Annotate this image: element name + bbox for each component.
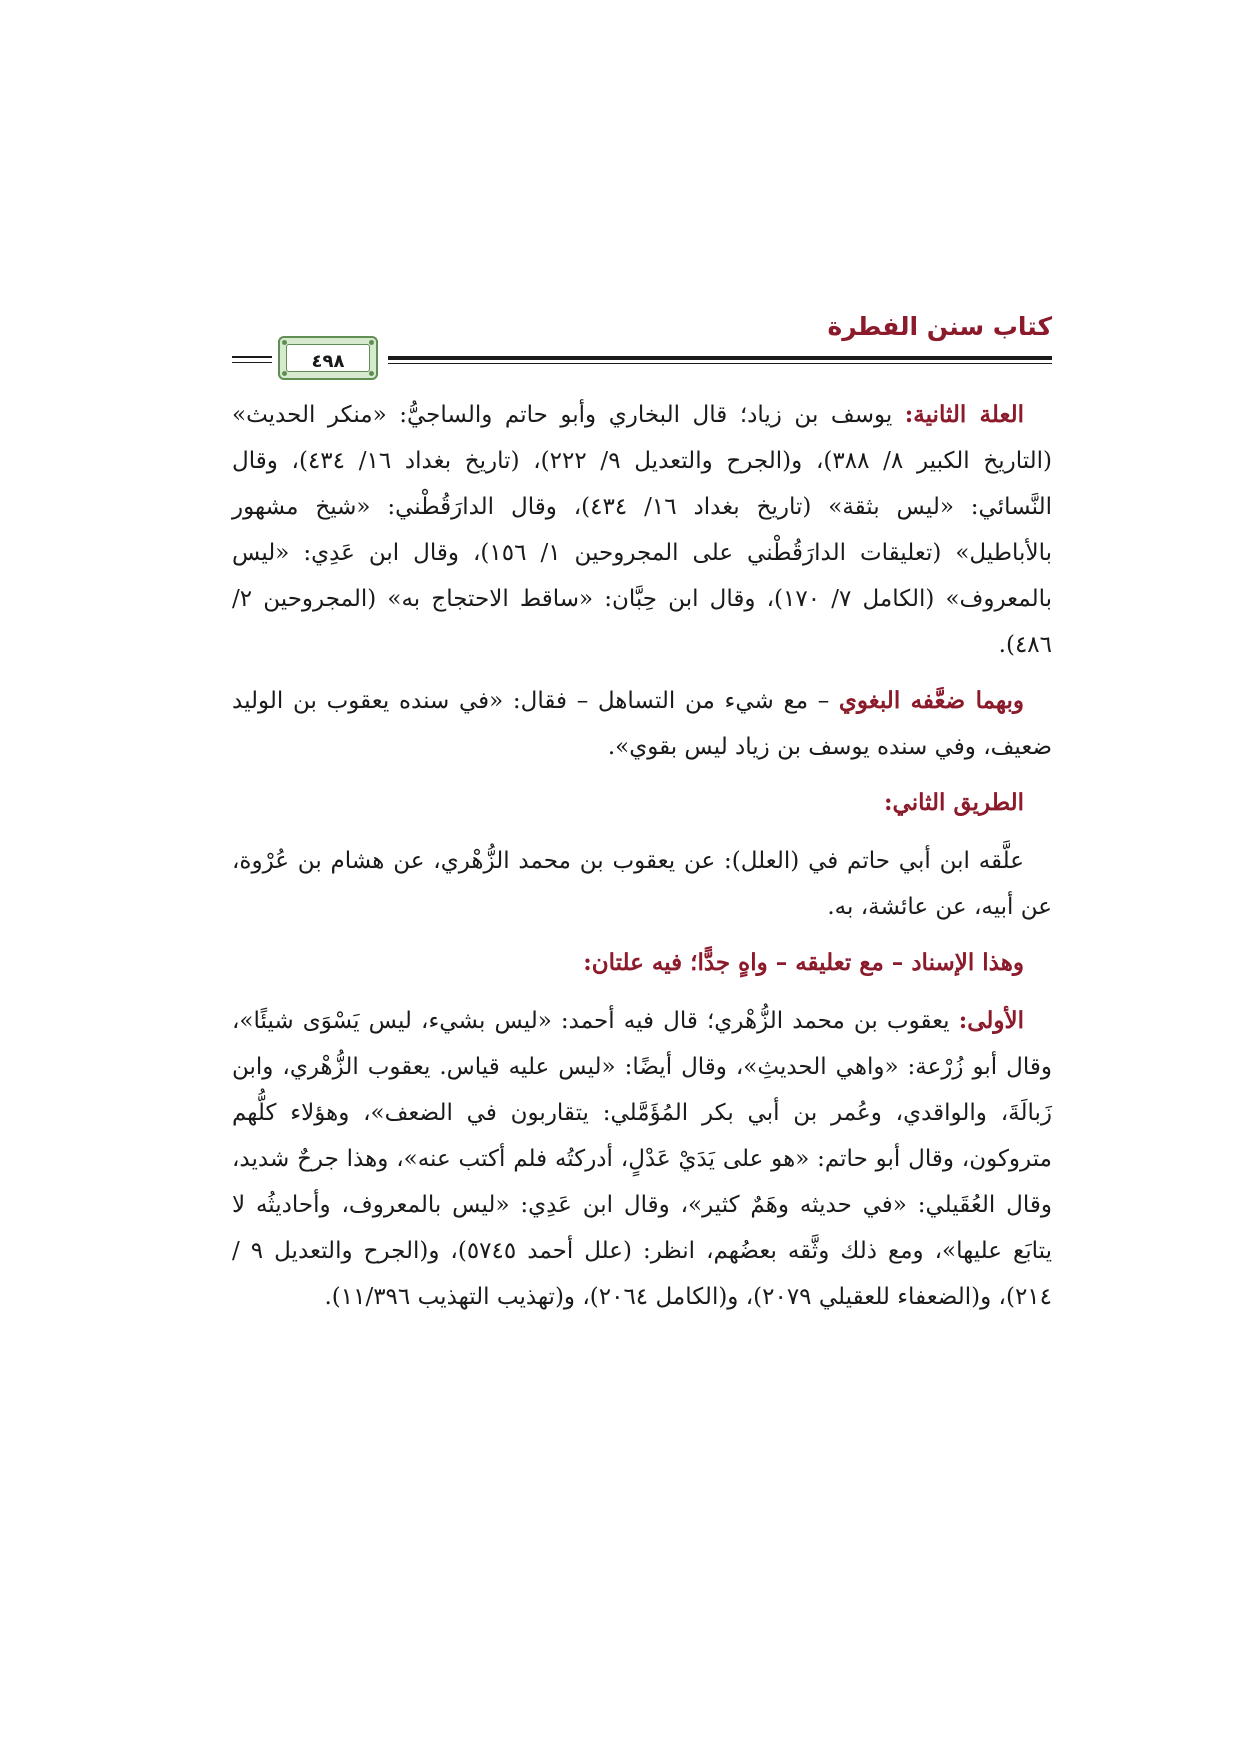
paragraph-first-defect <box>232 998 1052 1320</box>
paragraph-lead: العلة الثانية: <box>904 401 1024 428</box>
main-text <box>232 392 1052 1330</box>
paragraph-lead: وبهما ضعَّفه البغوي <box>838 687 1024 714</box>
paragraph-lead: الأولى: <box>958 1007 1024 1034</box>
paragraph-second-defect <box>232 392 1052 668</box>
page-number-badge <box>278 336 378 380</box>
header-rule-left-thin <box>232 362 272 363</box>
paragraph-text: علَّقه ابن أبي حاتم في (العلل): عن يعقوب بن محمد الزُّهْري، عن هشام بن عُرْوة، عن أبيه، عن عائشة، به. <box>232 848 1052 920</box>
ornament-dot-icon <box>282 340 287 345</box>
page-number: ٤٩٨ <box>311 351 345 372</box>
header-rule-left-thick <box>232 356 272 358</box>
paragraph-text: – مع شيء من التساهل – فقال: «في سنده يعقوب بن الوليد ضعيف، وفي سنده يوسف بن زياد ليس بقوي». <box>232 688 1052 760</box>
section-heading-second-route: الطريق الثاني: <box>884 789 1024 816</box>
paragraph-text: يوسف بن زياد؛ قال البخاري وأبو حاتم والساجيُّ: «منكر الحديث» (التاريخ الكبير ٨/ ٣٨٨)، و(الجرح والتعديل ٩/ ٢٢٢)، (تاريخ بغداد ١٦/ ٤٣٤)، وقال النَّسائي: «ليس بثقة» (تاريخ بغداد ١٦/ ٤٣٤)، وقال الدارَقُطْني: «شيخ مشهور بالأباطيل» (تعليقات الدارَقُطْني على المجروحين ١/ ١٥٦)، وقال ابن عَدِي: «ليس بالمعروف» (الكامل ٧/ ١٧٠)، وقال ابن حِبَّان: «ساقط الاحتجاج به» (المجروحين ٢/ ٤٨٦). <box>232 402 1053 658</box>
paragraph-second-route <box>232 838 1052 930</box>
section-heading-isnad: وهذا الإسناد – مع تعليقه – واهٍ جدًّا؛ فيه علتان: <box>583 949 1024 976</box>
header-rule-thin <box>388 363 1052 364</box>
paragraph-baghawi <box>232 678 1052 770</box>
header-rule-thick <box>388 356 1052 360</box>
paragraph-text: يعقوب بن محمد الزُّهْري؛ قال فيه أحمد: «ليس بشيء، ليس يَسْوَى شيئًا»، وقال أبو زُرْعة: «واهي الحديثِ»، وقال أيضًا: «ليس عليه قياس. يعقوب الزُّهْري، وابن زَبالَةَ، والواقدي، وعُمر بن أبي بكر المُؤَمَّلي: يتقاربون في الضعف»، وهؤلاء كلُّهم متروكون، وقال أبو حاتم: «هو على يَدَيْ عَدْلٍ، أدركتُه فلم أكتب عنه»، وهذا جرحٌ شديد، وقال العُقَيلي: «في حديثه وهَمٌ كثير»، وقال ابن عَدِي: «ليس بالمعروف، وأحاديثُه لا يتابَع عليها»، ومع ذلك وثَّقه بعضُهم، انظر: (علل أحمد ٥٧٤٥)، و(الجرح والتعديل ٩ /٢١٤)، و(الضعفاء للعقيلي ٢٠٧٩)، و(الكامل ٢٠٦٤)، و(تهذيب التهذيب ١١/٣٩٦). <box>232 1008 1053 1310</box>
ornament-dot-icon <box>369 371 374 376</box>
book-title: كتاب سنن الفطرة <box>827 312 1052 341</box>
ornament-dot-icon <box>282 371 287 376</box>
page-number-frame <box>286 344 370 372</box>
page-header <box>232 312 1052 376</box>
ornament-dot-icon <box>369 340 374 345</box>
